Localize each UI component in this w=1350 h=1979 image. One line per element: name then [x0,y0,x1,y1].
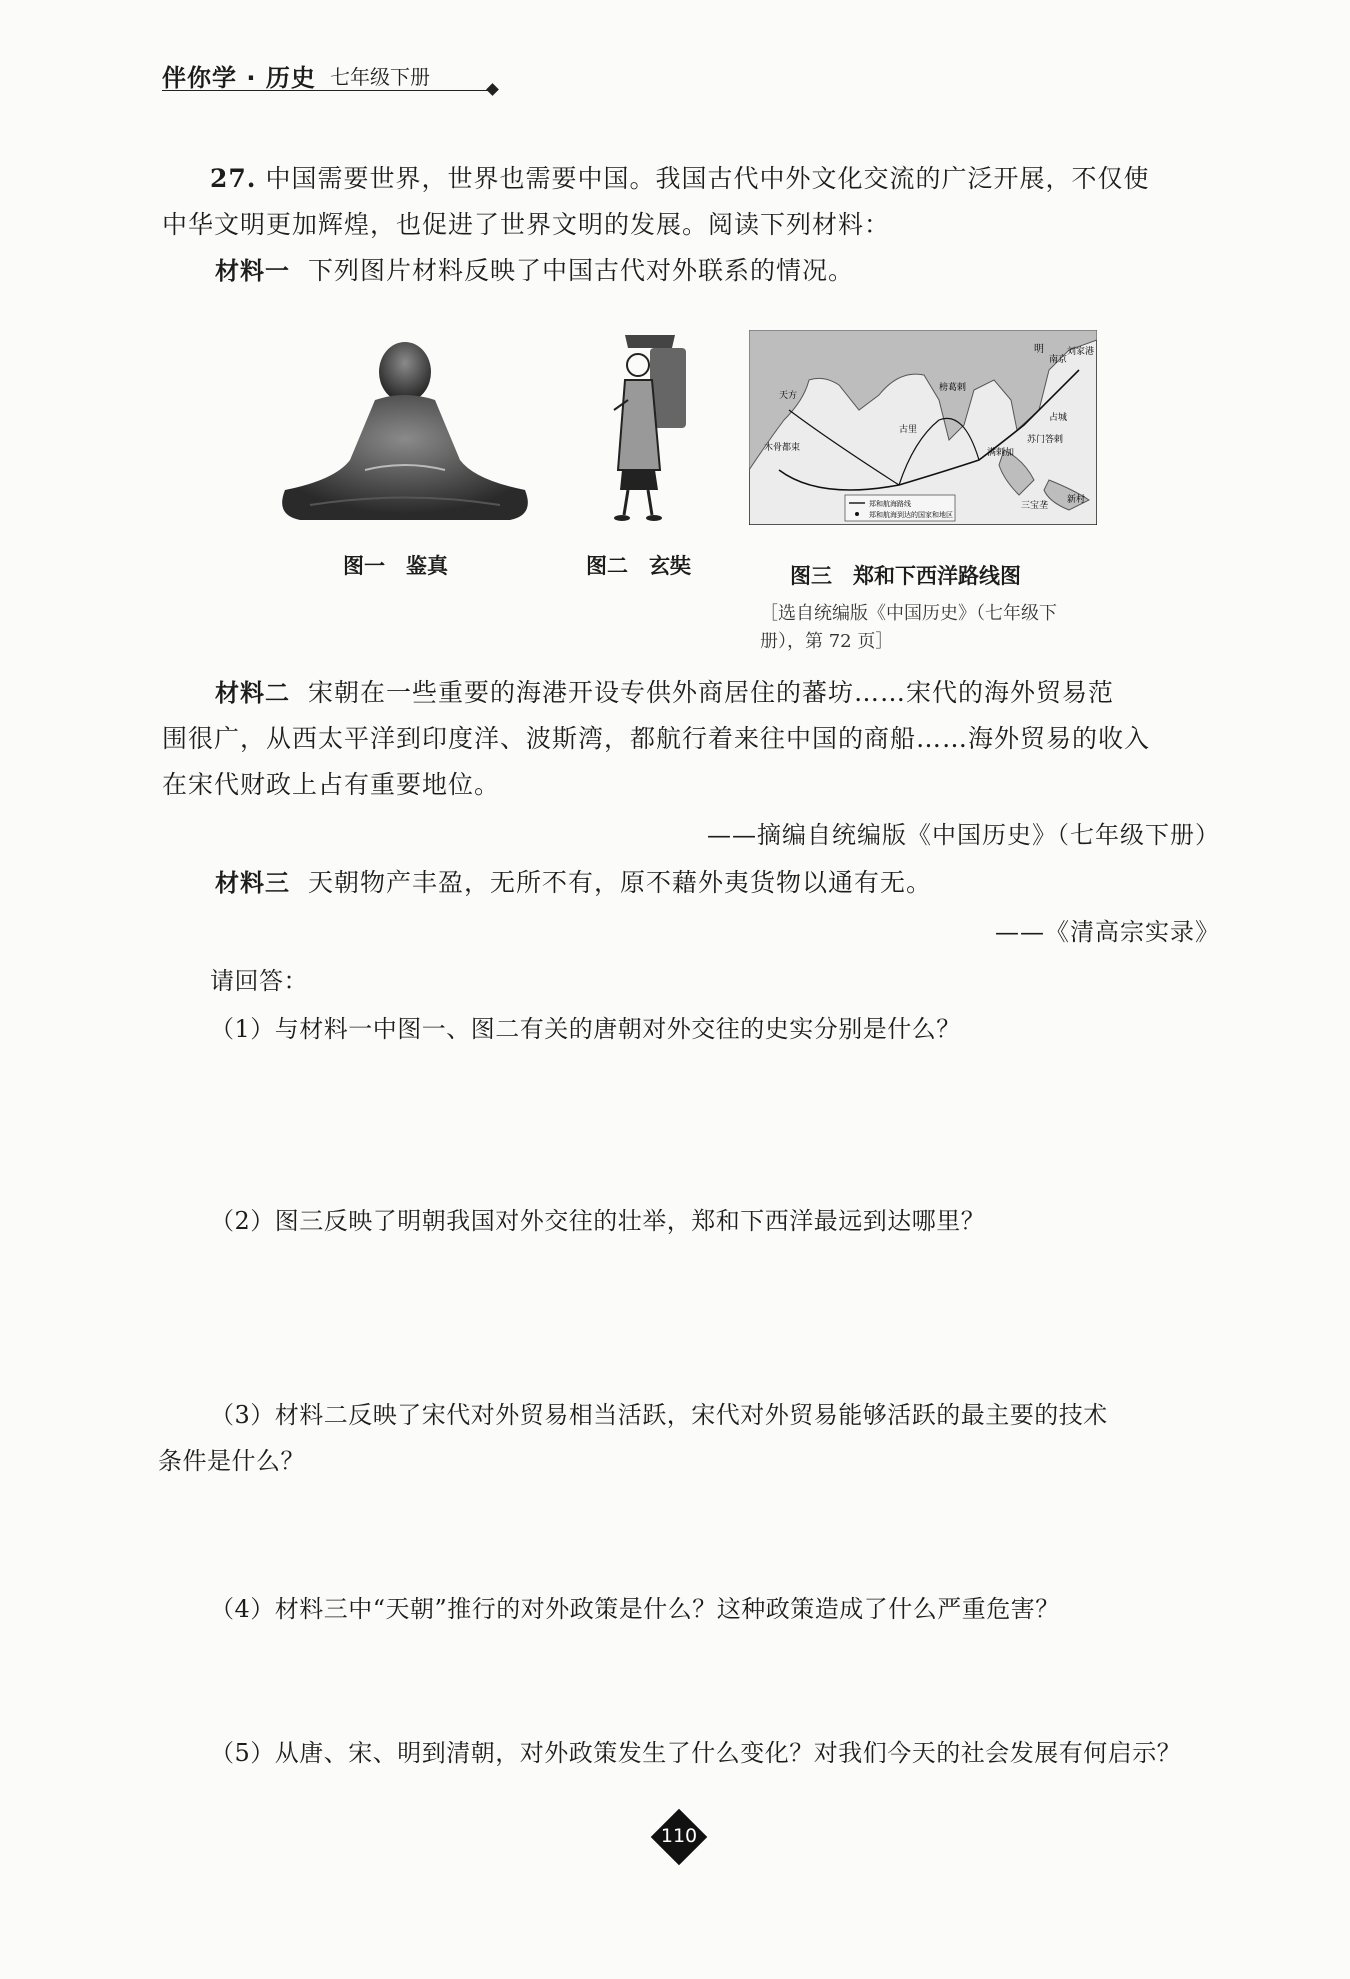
material3 [215,860,1265,906]
material2-label: 材料二 [215,679,290,707]
map-label-bangela: 榜葛剌 [939,383,967,393]
map-label-guli: 古里 [899,425,918,435]
zhenghe-voyage-map [749,330,1097,525]
material3-label: 材料三 [215,869,290,897]
map-label-liujiagang: 刘家港 [1067,347,1095,357]
question-5: （5）从唐、宋、明到清朝，对外政策发生了什么变化？对我们今天的社会发展有何启示？ [210,1739,1182,1767]
material1-text: 下列图片材料反映了中国古代对外联系的情况。 [308,256,855,285]
map-label-xincun: 新村 [1067,495,1086,505]
question-4: （4）材料三中“天朝”推行的对外政策是什么？这种政策造成了什么严重危害？ [210,1595,1060,1623]
material1-label: 材料一 [215,257,290,285]
header-rule [162,90,492,91]
material2-line2: 围很广，从西太平洋到印度洋、波斯湾，都航行着来往中国的商船……海外贸易的收入 [162,724,1151,753]
map-label-tianfang: 天方 [779,391,798,401]
question-3-line2: 条件是什么？ [158,1447,305,1475]
page-number: 110 [660,1825,698,1847]
question-2: （2）图三反映了明朝我国对外交往的壮举，郑和下西洋最远到达哪里？ [210,1207,986,1235]
material1 [215,248,1265,294]
fig3-note-line2: 册），第 72 页］ [760,631,894,652]
intro-text-1: 中国需要世界，世界也需要中国。我国古代中外文化交流的广泛开展，不仅使 [265,164,1150,193]
fig3-caption: 图三 郑和下西洋路线图 [790,564,1021,588]
map-label-sanbaolong: 三宝垄 [1021,501,1049,511]
header-diamond-icon [486,83,499,96]
page-number-badge [654,1812,704,1862]
page-header [162,56,502,96]
legend-route-label: 郑和航海路线 [869,500,911,508]
map-label-manlajia: 满剌加 [987,448,1015,458]
map-label-nanjing: 南京 [1049,355,1068,365]
map-label-ming: 明 [1034,344,1044,355]
book-volume: 七年级下册 [330,65,430,89]
map-label-sumendala: 苏门答剌 [1027,435,1064,445]
fig3-note-line1: ［选自统编版《中国历史》（七年级下 [760,603,1057,624]
material3-source: ——《清高宗实录》 [995,918,1220,946]
book-title: 伴你学 · 历史 [162,64,316,92]
question-intro-line1 [162,156,1212,202]
material2-line3: 在宋代财政上占有重要地位。 [162,770,501,799]
question-number: 27. [210,164,257,193]
map-label-zhancheng: 占城 [1049,413,1068,423]
question-1: （1）与材料一中图一、图二有关的唐朝对外交往的史实分别是什么？ [210,1015,961,1043]
material2-text-1: 宋朝在一些重要的海港开设专供外商居住的蕃坊……宋代的海外贸易范 [308,678,1115,707]
jianzhen-statue-image [270,340,540,525]
fig3-source-note [760,600,1100,656]
legend-places-label: 郑和航海到达的国家和地区 [869,511,953,519]
answer-prompt: 请回答： [210,967,308,995]
material2-line1 [215,670,1265,716]
question-intro-line2: 中华文明更加辉煌，也促进了世界文明的发展。阅读下列材料： [162,210,891,239]
fig1-caption: 图一 鉴真 [343,554,448,578]
question-3-line1: （3）材料二反映了宋代对外贸易相当活跃，宋代对外贸易能够活跃的最主要的技术 [210,1401,1108,1429]
xuanzang-drawing-image [600,330,700,525]
material3-text: 天朝物产丰盈，无所不有，原不藉外夷货物以通有无。 [308,868,933,897]
map-label-mugudushu: 木骨都束 [764,443,801,453]
material2-source: ——摘编自统编版《中国历史》（七年级下册） [707,821,1220,849]
fig2-caption: 图二 玄奘 [586,554,691,578]
